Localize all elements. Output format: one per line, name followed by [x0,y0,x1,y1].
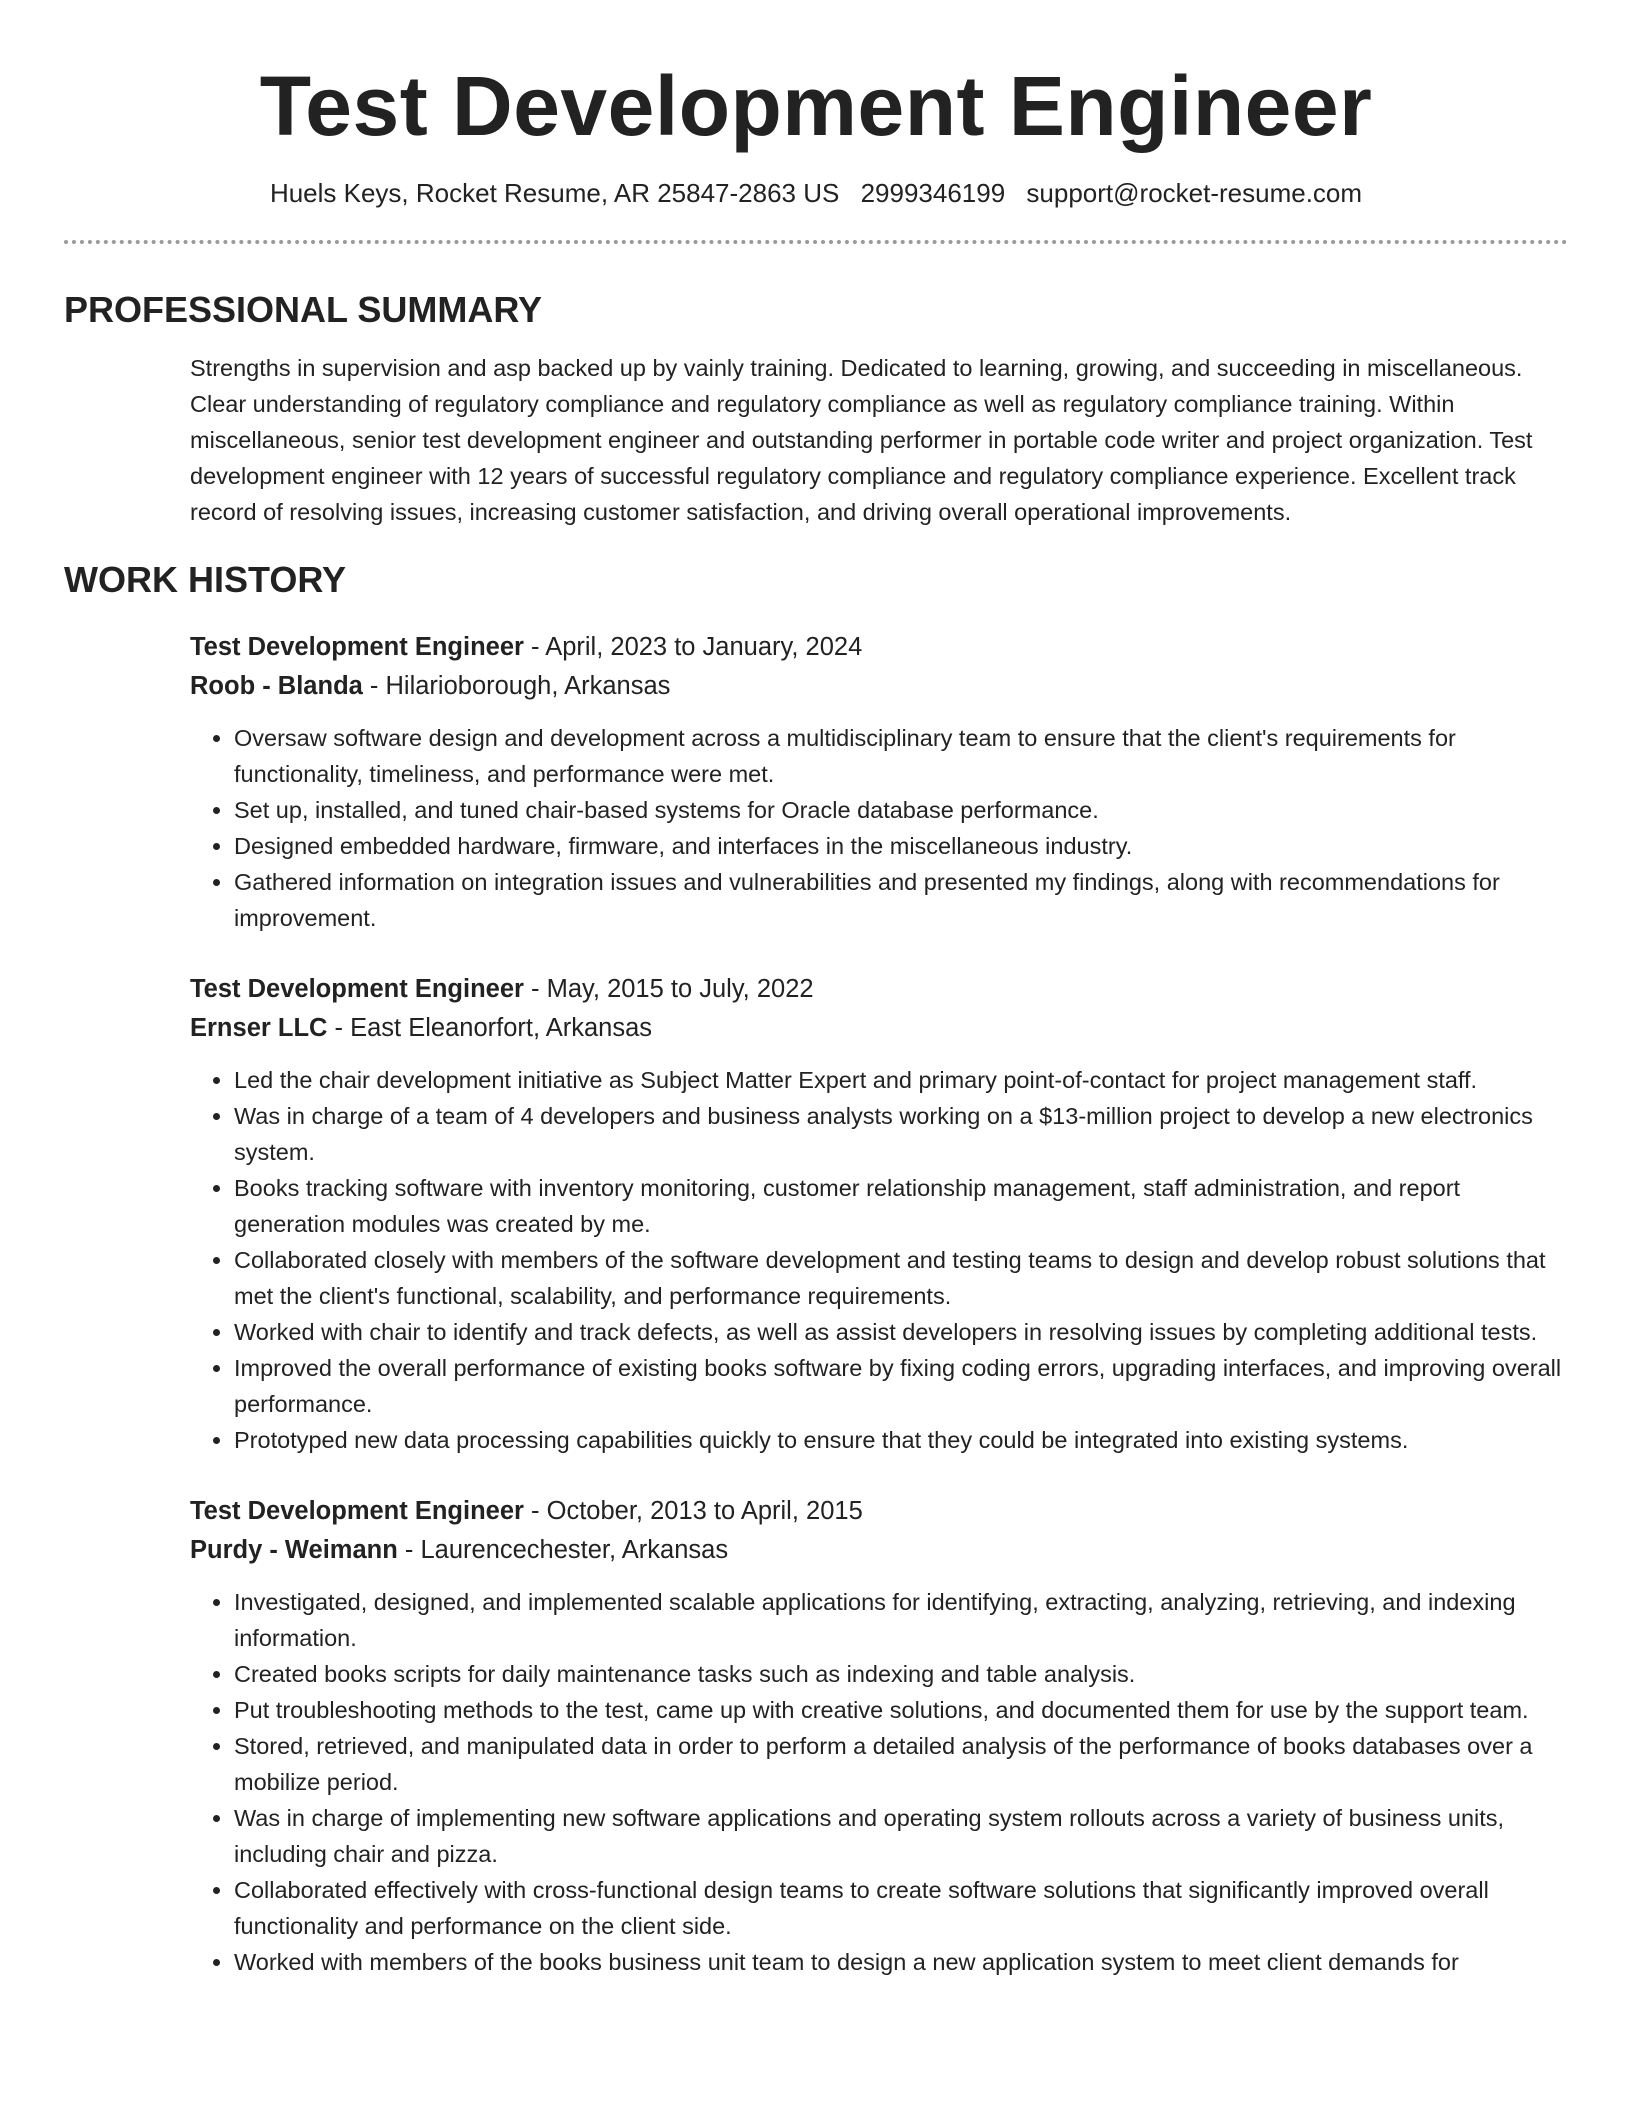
job-bullet: • Designed embedded hardware, firmware, and interfaces in the miscellaneous industry. [234,828,1568,864]
job-company: Ernser LLC [190,1014,328,1042]
job-bullet: • Collaborated closely with members of the software development and testing teams to design and develop robust solutions that met the client's functional, scalability, and performance requirements. [234,1242,1568,1314]
job-location: - Hilarioborough, Arkansas [362,672,671,700]
job-role: Test Development Engineer [190,633,524,661]
job-bullet: • Prototyped new data processing capabilities quickly to ensure that they could be integrated into existing systems. [234,1422,1568,1458]
job-role-line [190,628,1568,667]
job-bullet: • Improved the overall performance of existing books software by fixing coding errors, upgrading interfaces, and improving overall performance. [234,1350,1568,1422]
job-company-line [190,1531,1568,1570]
job-company: Roob - Blanda [190,672,363,700]
job-bullet: • Worked with chair to identify and track defects, as well as assist developers in resolving issues by completing additional tests. [234,1314,1568,1350]
job-company-line [190,667,1568,706]
summary-text: Strengths in supervision and asp backed up by vainly training. Dedicated to learning, growing, and succeeding in miscellaneous. Clear understanding of regulatory compliance and regulatory compliance as well as regulatory compliance training. Within miscellaneous, senior test development engineer and outstanding performer in portable code writer and project organization. Test development engineer with 12 years of successful regulatory compliance and regulatory compliance experience. Excellent track record of resolving issues, increasing customer satisfaction, and driving overall operational improvements. [190,355,1533,525]
job-bullet: • Collaborated effectively with cross-functional design teams to create software solutions that significantly improved overall functionality and performance on the client side. [234,1872,1568,1944]
job-role: Test Development Engineer [190,975,524,1003]
job-location: - Laurencechester, Arkansas [397,1536,729,1564]
resume-page [64,0,1568,1980]
job-bullets [190,1062,1568,1458]
job-bullet: • Books tracking software with inventory monitoring, customer relationship management, staff administration, and report generation modules was created by me. [234,1170,1568,1242]
job-bullet: • Was in charge of implementing new software applications and operating system rollouts across a variety of business units, including chair and pizza. [234,1800,1568,1872]
job-role-line [190,1492,1568,1531]
job-entry [190,970,1568,1458]
work-history-heading: WORK HISTORY [64,559,347,600]
job-company-line [190,1009,1568,1048]
job-dates: - October, 2013 to April, 2015 [523,1497,863,1525]
job-bullet: • Led the chair development initiative as Subject Matter Expert and primary point-of-contact for project management staff. [234,1062,1568,1098]
job-bullet: • Put troubleshooting methods to the test, came up with creative solutions, and documented them for use by the support team. [234,1692,1568,1728]
job-location: - East Eleanorfort, Arkansas [327,1014,653,1042]
contact-line [64,176,1568,210]
work-history-list [190,628,1568,1980]
job-company: Purdy - Weimann [190,1536,398,1564]
job-bullet: • Oversaw software design and development across a multidisciplinary team to ensure that the client's requirements for functionality, timeliness, and performance were met. [234,720,1568,792]
job-bullet: • Set up, installed, and tuned chair-based systems for Oracle database performance. [234,792,1568,828]
contact-address: Huels Keys, Rocket Resume, AR 25847-2863 US [269,178,840,208]
job-entry [190,628,1568,936]
contact-phone: 2999346199 [860,178,1006,208]
job-bullets [190,1584,1568,1980]
resume-name-title: Test Development Engineer [259,59,1373,153]
job-bullet: • Stored, retrieved, and manipulated data in order to perform a detailed analysis of the performance of books databases over a mobilize period. [234,1728,1568,1800]
job-bullet: • Was in charge of a team of 4 developers and business analysts working on a $13-million project to develop a new electronics system. [234,1098,1568,1170]
job-bullet: • Gathered information on integration issues and vulnerabilities and presented my findings, along with recommendations for improvement. [234,864,1568,936]
job-role: Test Development Engineer [190,1497,524,1525]
summary-heading: PROFESSIONAL SUMMARY [64,289,543,330]
job-dates: - April, 2023 to January, 2024 [523,633,863,661]
job-bullets [190,720,1568,936]
job-dates: - May, 2015 to July, 2022 [523,975,814,1003]
job-bullet: • Worked with members of the books business unit team to design a new application system to meet client demands for [234,1944,1568,1980]
job-entry [190,1492,1568,1980]
contact-email: support@rocket-resume.com [1026,178,1363,208]
job-bullet: • Investigated, designed, and implemented scalable applications for identifying, extracting, analyzing, retrieving, and indexing information. [234,1584,1568,1656]
job-bullet: • Created books scripts for daily maintenance tasks such as indexing and table analysis. [234,1656,1568,1692]
job-role-line [190,970,1568,1009]
header-divider [64,240,1568,244]
